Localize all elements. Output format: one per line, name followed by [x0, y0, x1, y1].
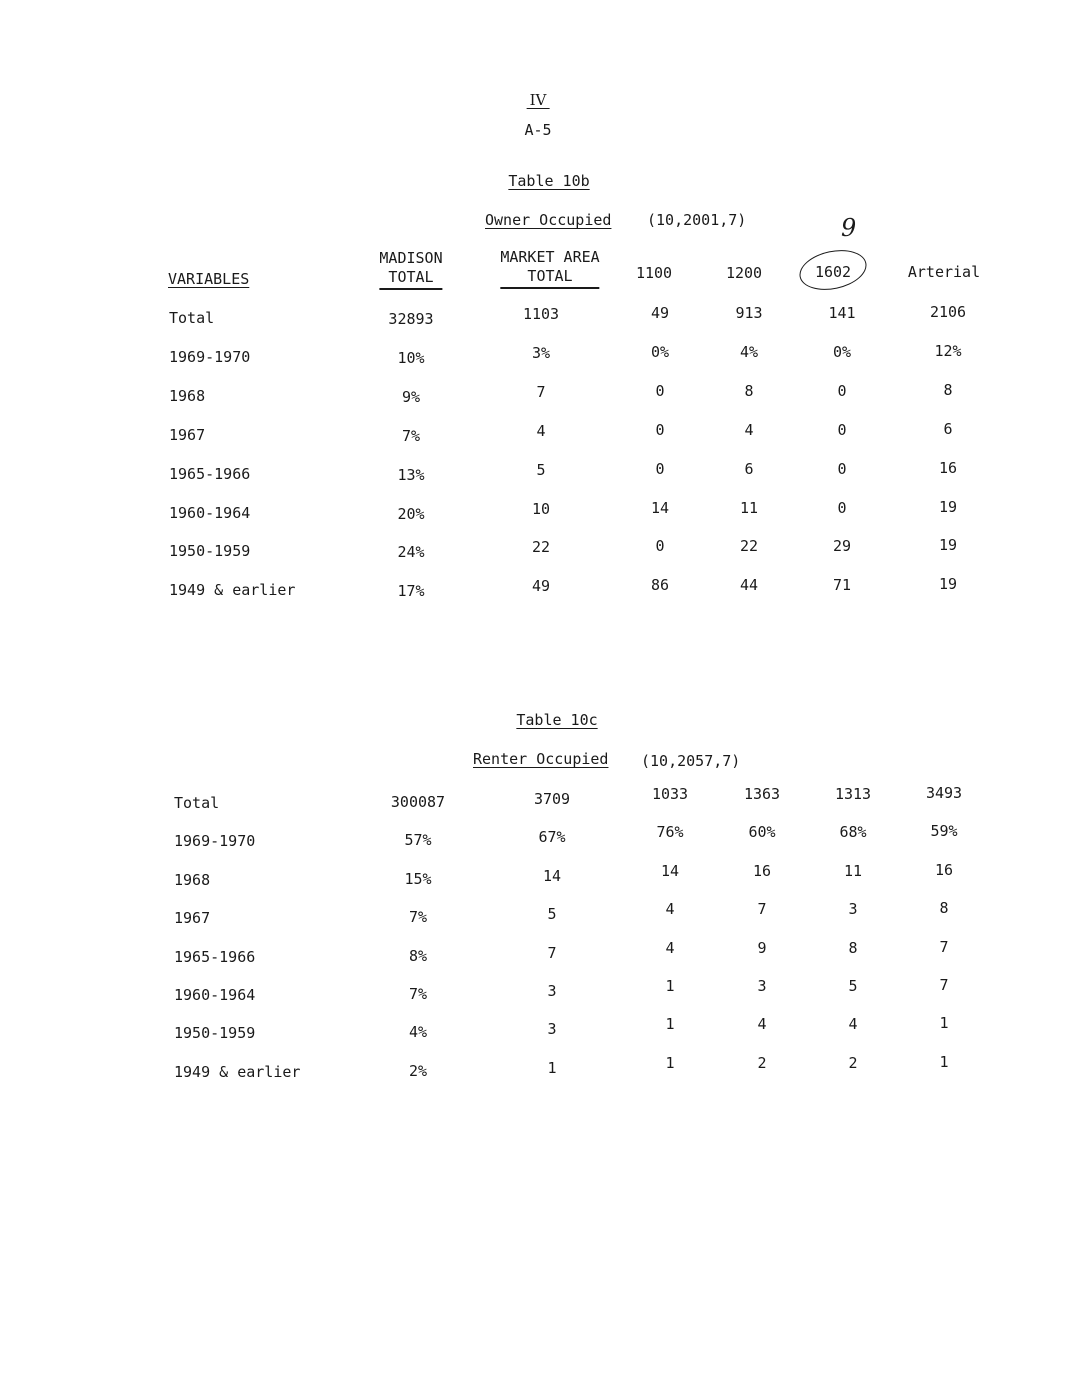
cell-market: 4 — [536, 421, 546, 440]
cell-madison: 15% — [404, 869, 432, 888]
cell-market: 5 — [536, 460, 546, 479]
cell-c1602: 11 — [843, 861, 863, 880]
cell-c1100: 14 — [650, 498, 670, 517]
cell-c1200: 913 — [735, 304, 763, 322]
roman-numeral-mark: IV — [527, 92, 550, 109]
row-label: 1960-1964 — [174, 986, 256, 1004]
header-variables: VARIABLES — [168, 270, 250, 288]
cell-c1200: 1363 — [743, 785, 781, 803]
cell-arterial: 8 — [939, 899, 949, 918]
cell-market: 5 — [547, 905, 557, 924]
cell-arterial: 16 — [934, 860, 954, 879]
cell-c1602: 141 — [828, 304, 856, 322]
cell-c1100: 1 — [665, 1053, 675, 1072]
header-madison-total — [379, 249, 442, 290]
cell-madison: 32893 — [388, 310, 434, 328]
cell-c1100: 76% — [656, 823, 684, 842]
cell-c1200: 44 — [739, 576, 759, 595]
cell-arterial: 1 — [939, 1052, 949, 1071]
row-label: 1968 — [169, 386, 206, 405]
cell-madison: 20% — [397, 504, 425, 523]
cell-c1602: 5 — [848, 977, 858, 995]
table-10c-title: Table 10c — [516, 711, 598, 729]
cell-arterial: 7 — [939, 976, 949, 994]
cell-c1602: 71 — [832, 576, 852, 595]
cell-arterial: 1 — [939, 1014, 949, 1033]
cell-madison: 9% — [401, 387, 421, 406]
cell-market: 67% — [538, 828, 566, 847]
cell-c1100: 86 — [650, 576, 670, 595]
cell-c1200: 7 — [757, 900, 767, 919]
row-label: 1969-1970 — [174, 832, 256, 851]
row-label: 1965-1966 — [169, 464, 251, 483]
cell-c1100: 0 — [655, 537, 665, 556]
cell-market: 22 — [531, 538, 551, 557]
cell-arterial: 8 — [943, 380, 953, 399]
header-1602: 1602 — [814, 263, 852, 281]
cell-market: 3 — [547, 982, 557, 1000]
cell-c1200: 3 — [757, 977, 767, 995]
cell-c1100: 0% — [650, 342, 670, 361]
cell-c1100: 0 — [655, 381, 665, 400]
row-label: 1968 — [174, 870, 211, 889]
cell-c1602: 0 — [837, 420, 847, 439]
cell-madison: 7% — [408, 908, 428, 927]
page-number: A-5 — [524, 121, 552, 139]
cell-market: 3709 — [533, 790, 571, 808]
cell-market: 1103 — [522, 305, 560, 323]
cell-madison: 57% — [404, 831, 432, 850]
cell-madison: 7% — [401, 426, 421, 445]
cell-c1602: 1313 — [834, 785, 872, 803]
row-label: 1950-1959 — [169, 542, 251, 561]
cell-arterial: 2106 — [929, 303, 967, 321]
cell-market: 14 — [542, 866, 562, 885]
table-10b-code: (10,2001,7) — [647, 211, 747, 229]
cell-c1200: 6 — [744, 459, 754, 478]
row-label: 1965-1966 — [174, 947, 256, 966]
cell-madison: 24% — [397, 543, 425, 562]
row-label: 1949 & earlier — [169, 581, 296, 600]
row-label: 1950-1959 — [174, 1024, 256, 1043]
table-10b-subtitle: Owner Occupied — [485, 211, 612, 229]
cell-c1602: 0 — [837, 498, 847, 517]
cell-c1602: 0 — [837, 459, 847, 478]
header-arterial: Arterial — [907, 263, 981, 281]
header-market-line2: TOTAL — [500, 267, 599, 289]
row-label: Total — [174, 794, 220, 812]
cell-c1602: 0 — [837, 381, 847, 400]
cell-c1200: 60% — [748, 823, 776, 842]
row-label: Total — [169, 309, 215, 327]
cell-arterial: 6 — [943, 419, 953, 438]
cell-c1602: 0% — [832, 342, 852, 361]
cell-market: 7 — [536, 382, 546, 401]
cell-market: 1 — [547, 1058, 557, 1077]
cell-c1100: 4 — [665, 938, 675, 957]
header-madison-line1: MADISON — [379, 249, 443, 267]
row-label: 1949 & earlier — [174, 1062, 301, 1081]
cell-c1200: 4 — [757, 1015, 767, 1034]
cell-c1200: 16 — [752, 861, 772, 880]
cell-c1200: 4 — [744, 420, 754, 439]
handwritten-annotation: 9 — [841, 214, 857, 242]
cell-arterial: 12% — [934, 341, 962, 360]
cell-arterial: 59% — [930, 822, 958, 841]
cell-market: 3% — [531, 343, 551, 362]
cell-madison: 10% — [397, 348, 425, 367]
row-label: 1960-1964 — [169, 503, 251, 522]
cell-c1200: 9 — [757, 938, 767, 957]
cell-madison: 2% — [408, 1061, 428, 1080]
header-1200: 1200 — [725, 264, 763, 282]
cell-c1100: 14 — [660, 861, 680, 880]
cell-c1602: 4 — [848, 1015, 858, 1034]
cell-market: 10 — [531, 499, 551, 518]
cell-c1200: 11 — [739, 498, 759, 517]
row-label: 1967 — [169, 425, 206, 444]
cell-c1100: 0 — [655, 459, 665, 478]
header-madison-line2: TOTAL — [379, 268, 442, 290]
cell-madison: 8% — [408, 946, 428, 965]
cell-arterial: 19 — [938, 536, 958, 555]
cell-c1200: 2 — [757, 1053, 767, 1072]
cell-arterial: 7 — [939, 937, 949, 956]
row-label: 1967 — [174, 909, 211, 928]
header-market-line1: MARKET AREA — [500, 248, 600, 266]
cell-market: 49 — [531, 577, 551, 596]
cell-madison: 7% — [408, 985, 428, 1003]
cell-c1602: 8 — [848, 938, 858, 957]
cell-c1602: 29 — [832, 537, 852, 556]
cell-arterial: 19 — [938, 497, 958, 516]
cell-c1100: 1 — [665, 977, 675, 995]
cell-arterial: 16 — [938, 458, 958, 477]
cell-madison: 13% — [397, 465, 425, 484]
cell-c1602: 68% — [839, 823, 867, 842]
cell-c1100: 1 — [665, 1015, 675, 1034]
cell-madison: 4% — [408, 1023, 428, 1042]
header-market-area-total — [500, 248, 599, 289]
cell-c1602: 2 — [848, 1053, 858, 1072]
cell-arterial: 3493 — [925, 784, 963, 802]
table-10c-subtitle: Renter Occupied — [473, 750, 609, 768]
cell-c1602: 3 — [848, 900, 858, 919]
cell-c1200: 4% — [739, 342, 759, 361]
cell-c1100: 4 — [665, 900, 675, 919]
cell-arterial: 19 — [938, 575, 958, 594]
cell-madison: 17% — [397, 582, 425, 601]
cell-madison: 300087 — [390, 793, 446, 811]
table-10b-title: Table 10b — [508, 172, 590, 190]
cell-c1100: 1033 — [651, 785, 689, 803]
row-label: 1969-1970 — [169, 347, 251, 366]
table-10c-code: (10,2057,7) — [641, 752, 741, 770]
cell-market: 3 — [547, 1020, 557, 1039]
cell-c1100: 0 — [655, 420, 665, 439]
cell-c1200: 22 — [739, 537, 759, 556]
header-1100: 1100 — [635, 264, 673, 282]
cell-c1100: 49 — [650, 304, 670, 322]
cell-market: 7 — [547, 943, 557, 962]
cell-c1200: 8 — [744, 381, 754, 400]
